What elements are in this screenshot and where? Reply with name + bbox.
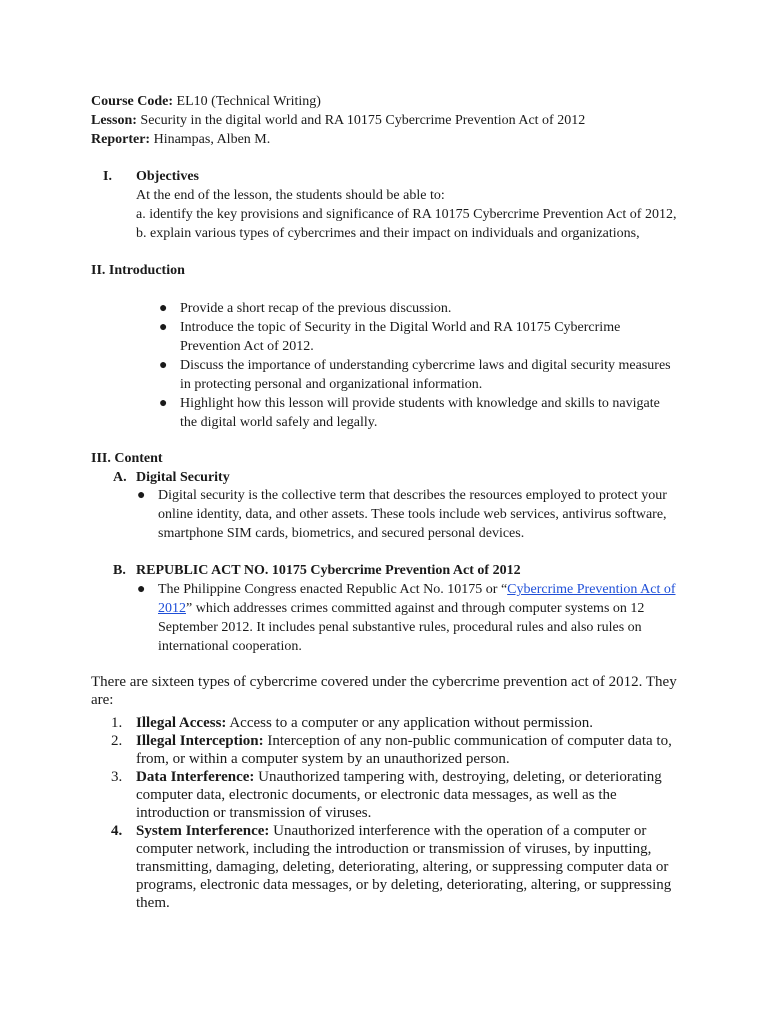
list-item-number: 3. [111, 769, 123, 785]
objectives-heading: Objectives [136, 169, 199, 184]
list-item-description: Unauthorized interference with the operation of a computer or computer network, including the introduction or transmission of viruses, by inputting, transmitting, damaging, deleting, deteriorating, altering, or suppressing computer data or programs, electronic data messages, or by deleting, deteriorating, altering, or suppressing them. [136, 823, 672, 911]
introduction-heading: II. Introduction [91, 263, 185, 278]
list-item-number: 2. [111, 733, 123, 749]
objectives-numeral: I. [103, 169, 112, 184]
subsection-a-heading [113, 468, 230, 487]
objective-item-a: a. identify the key provisions and significance of RA 10175 Cybercrime Prevention Act of 2012, [136, 207, 677, 222]
list-item [111, 732, 677, 768]
reporter-label: Reporter: [91, 132, 151, 147]
reporter-line [91, 130, 585, 149]
list-item: ● Digital security is the collective term that describes the resources employed to protect your online identity, data, and other assets. These tools include web services, antivirus software, smartphone SIM cards, biometrics, and secured personal devices. [137, 488, 667, 541]
list-item [137, 580, 677, 656]
content-heading: III. Content [91, 451, 163, 466]
bullet-icon: ● [159, 320, 168, 335]
subsection-b-heading [113, 561, 521, 580]
bullet-icon: ● [137, 488, 146, 503]
introduction-bullet-list [159, 299, 679, 432]
subsection-b-title: REPUBLIC ACT NO. 10175 Cybercrime Prevention Act of 2012 [136, 563, 521, 578]
list-item [111, 822, 677, 912]
reporter-value: Hinampas, Alben M. [150, 132, 271, 147]
list-item [111, 714, 677, 732]
digital-security-bullet-list [137, 486, 677, 543]
list-item-term: System Interference: [136, 823, 270, 839]
list-item: ● Discuss the importance of understanding cybercrime laws and digital security measures in protecting personal and organizational information. [159, 358, 671, 392]
lesson-label: Lesson: [91, 113, 137, 128]
ra10175-text-pre: The Philippine Congress enacted Republic Act No. 10175 or “ [158, 582, 508, 597]
cybercrime-act-link[interactable]: Cybercrime Prevention Act of 2012 [158, 582, 676, 616]
course-code-label: Course Code: [91, 94, 174, 109]
objective-item-b: b. explain various types of cybercrimes and their impact on individuals and organizations, [136, 226, 640, 241]
list-item-term: Illegal Access: [136, 715, 227, 731]
list-item-term: Data Interference: [136, 769, 255, 785]
lesson-line [91, 111, 585, 130]
list-item-description: Interception of any non-public communication of computer data to, from, or within a computer system by an unauthorized person. [136, 733, 672, 767]
bullet-icon: ● [159, 301, 168, 316]
list-item-number: 1. [111, 715, 123, 731]
list-item-number: 4. [111, 823, 123, 839]
ra10175-text-post: ” which addresses crimes committed against and through computer systems on 12 September 2012. It includes penal substantive rules, procedural rules and also rules on international cooperation. [158, 601, 645, 654]
lesson-value: Security in the digital world and RA 10175 Cybercrime Prevention Act of 2012 [136, 113, 586, 128]
list-item: ● Introduce the topic of Security in the Digital World and RA 10175 Cybercrime Prevention Act of 2012. [159, 320, 621, 354]
subsection-a-title: Digital Security [136, 470, 230, 485]
objectives-lead: At the end of the lesson, the students should be able to: [136, 188, 445, 203]
document-header [91, 92, 585, 149]
list-item-term: Illegal Interception: [136, 733, 264, 749]
course-code-line [91, 92, 585, 111]
list-item-description: Unauthorized tampering with, destroying, deleting, or deteriorating computer data, electronic documents, or electronic data messages, as well as the introduction or transmission of viruses. [136, 769, 662, 821]
objectives-section [91, 167, 731, 243]
list-item: ● Provide a short recap of the previous discussion. [159, 301, 452, 316]
bullet-icon: ● [159, 358, 168, 373]
cybercrime-types-list [111, 714, 677, 912]
cybercrime-types-intro: There are sixteen types of cybercrime covered under the cybercrime prevention act of 2012. They are: [91, 674, 677, 708]
list-item: ● Highlight how this lesson will provide students with knowledge and skills to navigate the digital world safely and legally. [159, 396, 660, 430]
subsection-b-letter: B. [113, 563, 126, 578]
list-item-description: Access to a computer or any application without permission. [226, 715, 593, 731]
bullet-icon: ● [137, 582, 146, 597]
ra10175-bullet-list [137, 580, 677, 656]
subsection-a-letter: A. [113, 470, 127, 485]
list-item [111, 768, 677, 822]
course-code-value: EL10 (Technical Writing) [173, 94, 321, 109]
bullet-icon: ● [159, 396, 168, 411]
